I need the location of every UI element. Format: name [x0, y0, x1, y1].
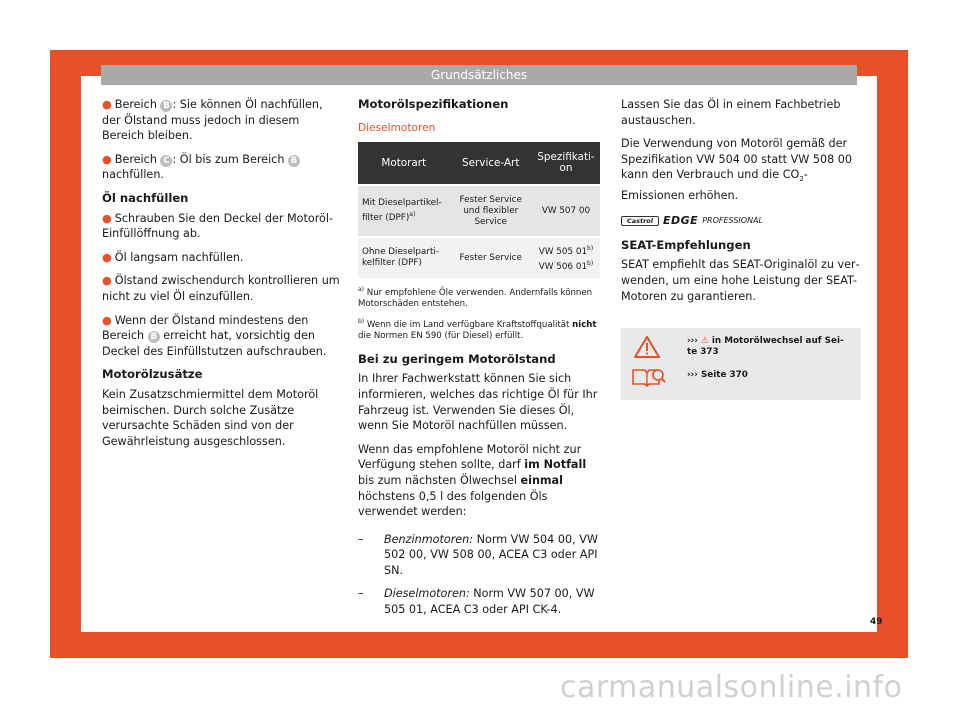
- area-tag-b: B: [288, 155, 300, 167]
- table-header-row: [358, 142, 600, 184]
- warning-triangle-icon: [634, 336, 660, 358]
- spec-table: [358, 142, 600, 278]
- area-tag-b: B: [160, 100, 172, 112]
- bullet-icon: ●: [102, 211, 112, 225]
- professional-logo-text: PROFESSIONAL: [702, 216, 763, 225]
- cell-spezifikation: VW 507 00: [532, 186, 600, 236]
- bullet-icon: ●: [102, 98, 112, 111]
- heading-motoroelzusaetze: Motorölzusätze: [102, 367, 203, 382]
- reference-box: [621, 328, 861, 400]
- spec-title: Motorölspezifikationen: [358, 97, 509, 111]
- page-number: 49: [870, 617, 883, 627]
- section-header: Grundsätzliches: [101, 65, 857, 85]
- bullet-area-c: ● Bereich C : Öl bis zum Bereich B nachfüllen.: [102, 152, 342, 183]
- paragraph-notfall: Wenn das empfohlene Motoröl nicht zur Verfügung stehen sollte, darf im Notfall bis zum nächsten Ölwechsel einmal höchstens 0,5 l des folgenden Öls verwendet werden:: [358, 442, 587, 519]
- step-2: ● Öl langsam nachfüllen.: [102, 250, 244, 264]
- heading-oel-nachfuellen: Öl nachfüllen: [102, 190, 189, 205]
- edge-logo-text: EDGE: [663, 214, 699, 227]
- cell-spezifikation: VW 505 01$^{b)}$ VW 506 01$^{b)}$: [532, 238, 600, 278]
- area-tag-c: C: [160, 155, 172, 167]
- book-magnifier-icon: [631, 366, 667, 388]
- reference-seite-370-link[interactable]: ››› Seite 370: [687, 370, 748, 381]
- column-middle: [358, 97, 602, 626]
- warning-inline-icon: ⚠: [700, 336, 709, 347]
- cell-service-art: Fester Service: [450, 238, 532, 278]
- header-spezifikation: Spezifikation: [532, 142, 600, 184]
- bullet-icon: ●: [102, 313, 112, 327]
- step-3: ● Ölstand zwischendurch kontrollieren um nicht zu viel Öl einzufüllen.: [102, 274, 340, 303]
- area-tag-b: B: [148, 331, 160, 343]
- cell-service-art: Fester Service und flexibler Service: [450, 186, 532, 236]
- castrol-logo-icon: Castrol: [621, 216, 659, 226]
- table-row: [358, 238, 600, 278]
- bullet-icon: ●: [102, 274, 112, 288]
- list-item-diesel: – Dieselmotoren: Norm VW 507 00, VW 505 01, ACEA C3 oder API CK-4.: [358, 587, 595, 617]
- list-item-benzin: – Benzinmotoren: Norm VW 504 00, VW 502 00, VW 508 00, ACEA C3 oder API SN.: [358, 532, 598, 577]
- bullet-icon: ●: [102, 152, 112, 166]
- bullet-area-b: ● Bereich B : Sie können Öl nachfüllen, der Ölstand muss jedoch in diesem Bereich bleiben.: [102, 98, 323, 143]
- heading-geringer-oelstand: Bei zu geringem Motorölstand: [358, 351, 556, 366]
- table-row: [358, 186, 600, 236]
- cell-motorart: Mit Dieselpartikelfilter (DPF)$^{a)}$: [358, 186, 450, 236]
- paragraph-seat-originaloel: SEAT empfiehlt das SEAT-Originalöl zu verwenden, um eine hohe Leistung der SEAT-Motoren zu garantieren.: [621, 258, 860, 303]
- bullet-icon: ●: [102, 250, 112, 264]
- diesel-subtitle: Dieselmotoren: [358, 121, 436, 134]
- header-service-art: Service-Art: [450, 142, 532, 184]
- castrol-edge-logo: [621, 214, 861, 228]
- column-left: [102, 97, 342, 457]
- zusaetze-text: Kein Zusatzschmiermittel dem Motoröl beimischen. Durch solche Zusätze verursachte Schäden sind von der Gewährleistung ausgeschlossen.: [102, 387, 319, 448]
- reference-oelwechsel-link[interactable]: ››› ⚠ in Motorölwechsel auf Seite 373: [687, 336, 844, 358]
- paragraph-co2: Die Verwendung von Motoröl gemäß der Spezifikation VW 504 00 statt VW 508 00 kann den Verbrauch und die $CO_2$-Emissionen erhöhen.: [621, 137, 853, 203]
- footnote-a: $^{a)}$ Nur empfohlene Öle verwenden. Andernfalls können Motorschäden entstehen.: [358, 286, 593, 309]
- heading-seat-empfehlungen: SEAT-Empfehlungen: [621, 237, 751, 252]
- paragraph-fachbetrieb: Lassen Sie das Öl in einem Fachbetrieb austauschen.: [621, 98, 841, 127]
- header-motorart: Motorart: [358, 142, 450, 184]
- cell-motorart: Ohne Dieselpartikelfilter (DPF): [358, 238, 450, 278]
- step-4: ● Wenn der Ölstand mindestens den Bereich B erreicht hat, vorsichtig den Deckel des Einfüllstutzen aufschrauben.: [102, 313, 327, 358]
- column-right: [621, 97, 861, 400]
- footnote-b: $^{b)}$ Wenn die im Land verfügbare Kraftstoffqualität nicht die Normen EN 590 (für Diesel) erfüllt.: [358, 317, 597, 341]
- watermark: carmanualsonline.info: [560, 670, 903, 705]
- step-1: ● Schrauben Sie den Deckel der Motoröl-Einfüllöffnung ab.: [102, 211, 334, 241]
- paragraph-fachwerkstatt: In Ihrer Fachwerkstatt können Sie sich informieren, welches das richtige Öl für Ihr Fahrzeug ist. Verwenden Sie dieses Öl, wenn Sie Motoröl nachfüllen müssen.: [358, 372, 598, 433]
